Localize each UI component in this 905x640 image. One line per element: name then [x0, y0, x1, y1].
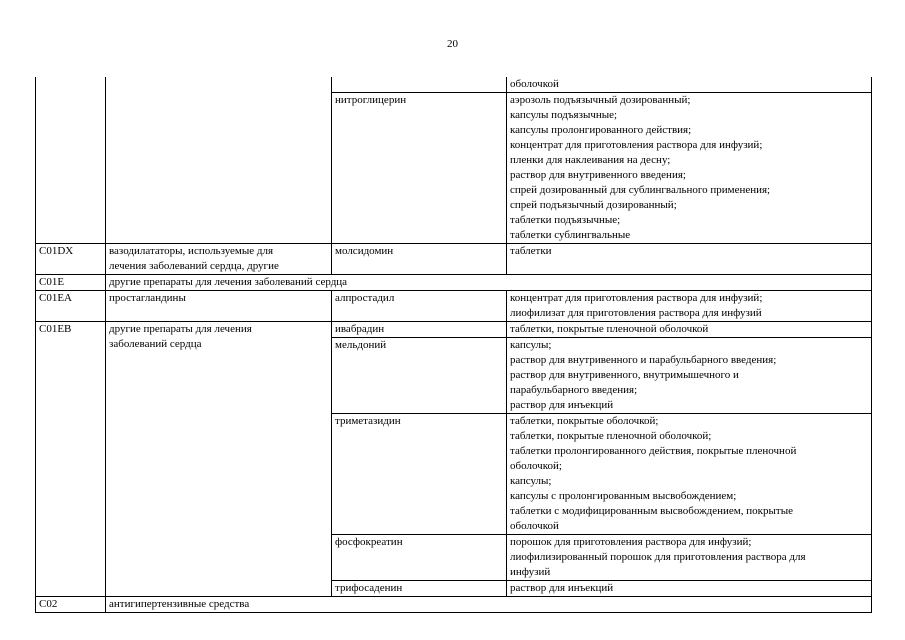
- form-line: раствор для инъекций: [510, 399, 614, 411]
- form-line: таблетки сублингвальные: [510, 229, 631, 241]
- group-cell: [106, 322, 332, 597]
- forms-cell: [507, 414, 872, 535]
- form-line: таблетки, покрытые оболочкой;: [510, 415, 659, 427]
- form-line: раствор для инъекций: [510, 582, 614, 594]
- forms-cell: [507, 581, 872, 597]
- form-line: таблетки с модифицированным высвобождением, покрытые: [510, 505, 793, 517]
- atc-code-cell: C02: [36, 597, 106, 613]
- forms-cell: [507, 338, 872, 414]
- form-line: порошок для приготовления раствора для инфузий;: [510, 536, 752, 548]
- group-line: вазодилататоры, используемые для: [109, 245, 274, 257]
- form-line: оболочкой;: [510, 460, 562, 472]
- form-line: капсулы с пролонгированным высвобождением;: [510, 490, 737, 502]
- form-line: капсулы;: [510, 339, 552, 351]
- form-line: раствор для внутривенного и парабульбарного введения;: [510, 354, 777, 366]
- drug-cell: алпростадил: [332, 291, 507, 322]
- form-line: таблетки пролонгированного действия, покрытые пленочной: [510, 445, 797, 457]
- group-cell: [106, 244, 332, 275]
- group-cell: простагландины: [106, 291, 332, 322]
- form-line: таблетки, покрытые пленочной оболочкой: [510, 323, 709, 335]
- group-cell: антигипертензивные средства: [106, 597, 872, 613]
- atc-code-cell: [36, 77, 106, 244]
- form-line: пленки для наклеивания на десну;: [510, 154, 671, 166]
- form-line: капсулы пролонгированного действия;: [510, 124, 692, 136]
- forms-cell: [507, 535, 872, 581]
- form-line: оболочкой: [510, 520, 559, 532]
- drug-cell: мельдоний: [332, 338, 507, 414]
- table-row: [36, 275, 872, 291]
- atc-code-cell: C01E: [36, 275, 106, 291]
- page-number: 20: [447, 38, 458, 50]
- group-line: другие препараты для лечения: [109, 323, 252, 335]
- atc-code-cell: C01EB: [36, 322, 106, 597]
- table-row: [36, 291, 872, 322]
- atc-code-cell: C01EA: [36, 291, 106, 322]
- table-row: [36, 597, 872, 613]
- forms-cell: [507, 291, 872, 322]
- form-line: лиофилизированный порошок для приготовления раствора для: [510, 551, 806, 563]
- form-line: концентрат для приготовления раствора для инфузий;: [510, 292, 763, 304]
- form-line: оболочкой: [510, 78, 559, 90]
- forms-cell: [507, 322, 872, 338]
- drug-cell: триметазидин: [332, 414, 507, 535]
- group-cell: [106, 77, 332, 244]
- form-line: спрей дозированный для сублингвального применения;: [510, 184, 771, 196]
- drug-cell: ивабрадин: [332, 322, 507, 338]
- table-row: [36, 244, 872, 275]
- form-line: капсулы подъязычные;: [510, 109, 618, 121]
- form-line: таблетки подъязычные;: [510, 214, 621, 226]
- forms-cell: [507, 77, 872, 93]
- form-line: инфузий: [510, 566, 551, 578]
- form-line: лиофилизат для приготовления раствора для инфузий: [510, 307, 762, 319]
- forms-cell: [507, 244, 872, 275]
- drug-cell: трифосаденин: [332, 581, 507, 597]
- form-line: капсулы;: [510, 475, 552, 487]
- group-cell: другие препараты для лечения заболеваний сердца: [106, 275, 872, 291]
- form-line: спрей подъязычный дозированный;: [510, 199, 677, 211]
- table-row: [36, 322, 872, 338]
- group-line: заболеваний сердца: [109, 338, 202, 350]
- form-line: концентрат для приготовления раствора для инфузий;: [510, 139, 763, 151]
- drug-cell: нитроглицерин: [332, 93, 507, 244]
- forms-cell: [507, 93, 872, 244]
- form-line: парабульбарного введения;: [510, 384, 638, 396]
- form-line: аэрозоль подъязычный дозированный;: [510, 94, 691, 106]
- drug-cell: фосфокреатин: [332, 535, 507, 581]
- group-line: лечения заболеваний сердца, другие: [109, 260, 279, 272]
- form-line: таблетки, покрытые пленочной оболочкой;: [510, 430, 712, 442]
- table-row: [36, 77, 872, 93]
- drug-cell: молсидомин: [332, 244, 507, 275]
- atc-code-cell: C01DX: [36, 244, 106, 275]
- form-line: раствор для внутривенного введения;: [510, 169, 686, 181]
- drug-cell: [332, 77, 507, 93]
- form-line: таблетки: [510, 245, 552, 257]
- drug-classification-table: [35, 77, 872, 613]
- form-line: раствор для внутривенного, внутримышечного и: [510, 369, 739, 381]
